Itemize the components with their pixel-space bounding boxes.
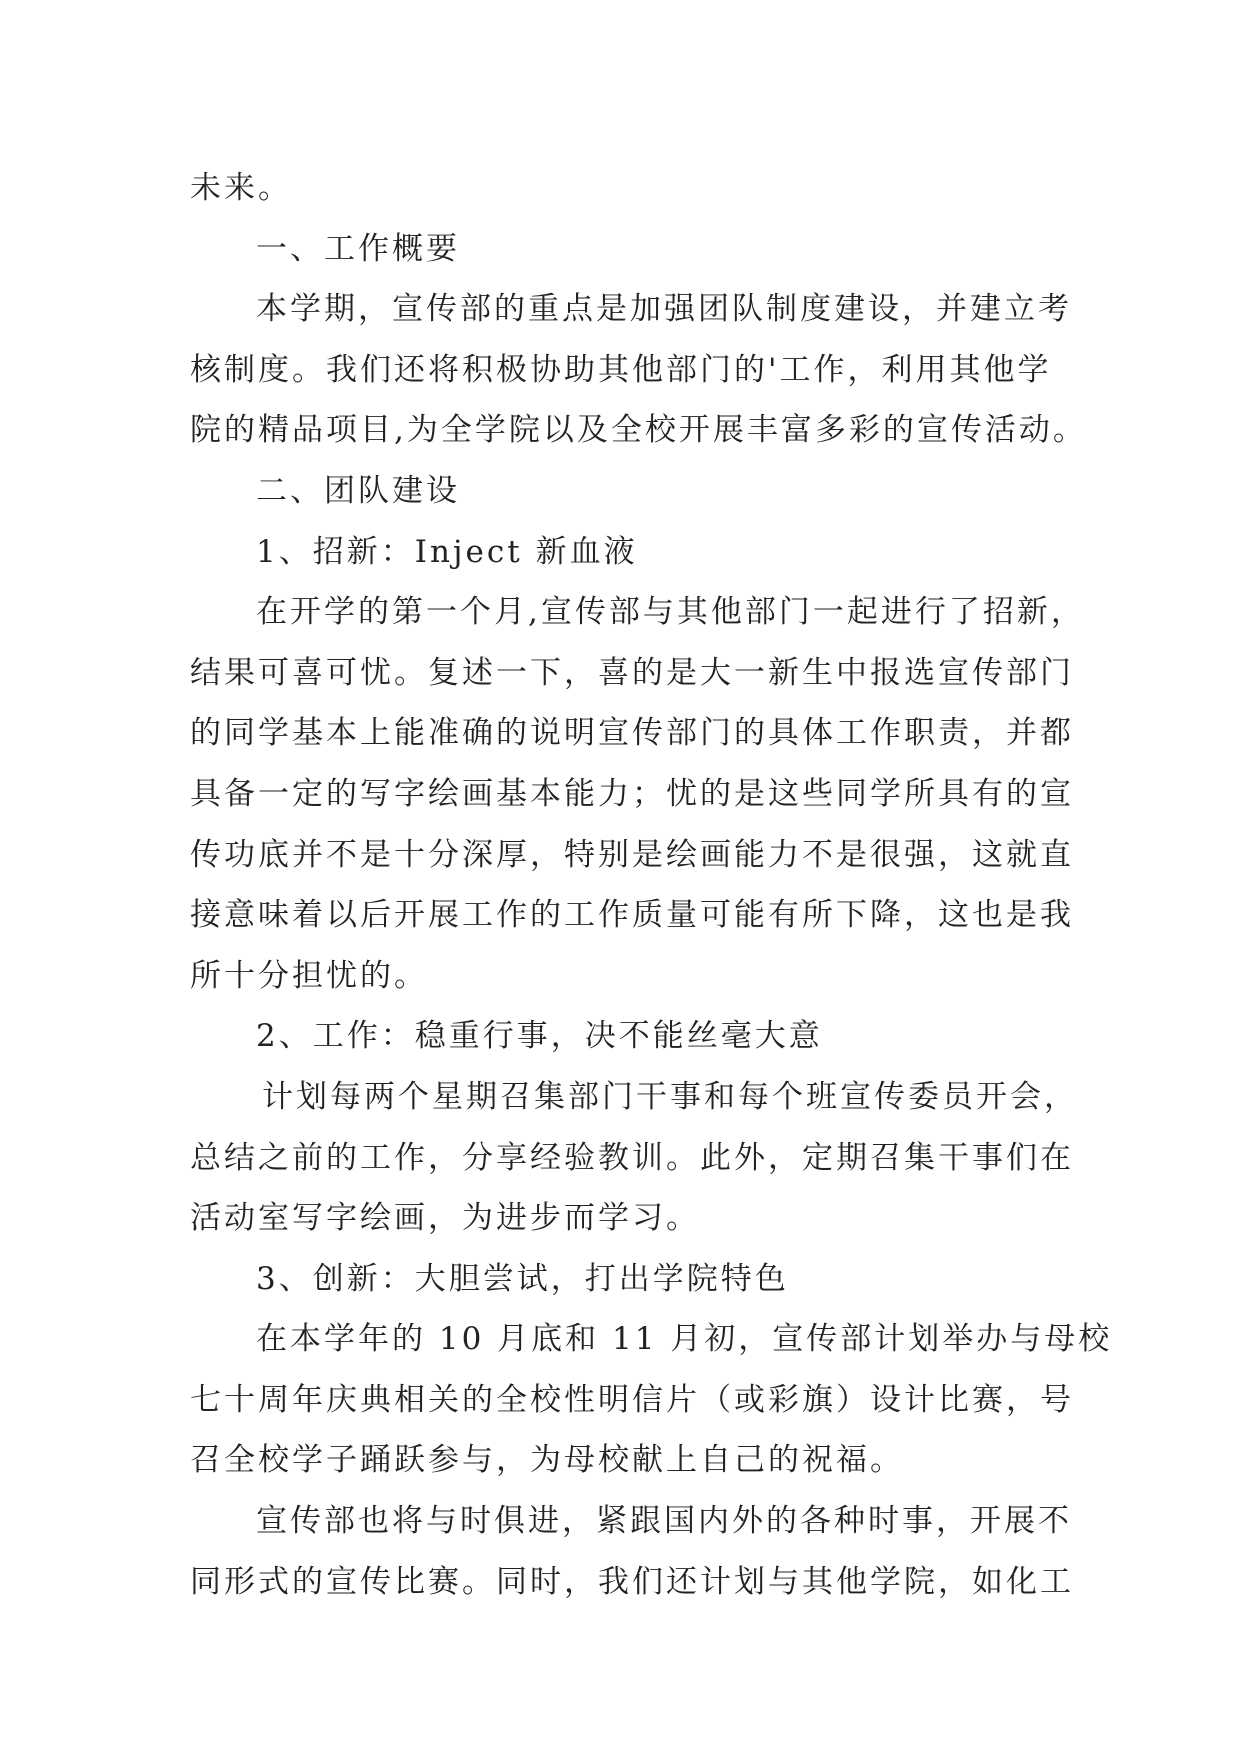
text-line: 七十周年庆典相关的全校性明信片（或彩旗）设计比赛，号 xyxy=(190,1381,1074,1418)
text-line: 在开学的第一个月,宣传部与其他部门一起进行了招新， xyxy=(256,594,1085,631)
text-line: 院的精品项目,为全学院以及全校开展丰富多彩的宣传活动。 xyxy=(190,412,1087,449)
text-line: 召全校学子踊跃参与，为母校献上自己的祝福。 xyxy=(190,1442,904,1479)
subsection-heading: 3、创新：大胆尝试，打出学院特色 xyxy=(256,1260,789,1297)
text-line: 同形式的宣传比赛。同时，我们还计划与其他学院，如化工 xyxy=(190,1563,1074,1600)
text-line: 未来。 xyxy=(190,170,292,206)
text-line: 计划每两个星期召集部门干事和每个班宣传委员开会， xyxy=(262,1078,1078,1115)
text-line: 宣传部也将与时俱进，紧跟国内外的各种时事，开展不 xyxy=(256,1503,1072,1540)
section-heading: 二、团队建设 xyxy=(256,472,460,509)
document-body xyxy=(190,158,1113,1612)
text-line: 本学期，宣传部的重点是加强团队制度建设，并建立考 xyxy=(256,291,1072,328)
subsection-heading: 1、招新：Inject 新血液 xyxy=(256,533,638,570)
text-line: 的同学基本上能准确的说明宣传部门的具体工作职责，并都 xyxy=(190,715,1074,752)
subsection-heading: 2、工作：稳重行事，决不能丝毫大意 xyxy=(256,1018,823,1055)
text-line: 核制度。我们还将积极协助其他部门的'工作，利用其他学 xyxy=(190,351,1052,388)
text-line: 具备一定的写字绘画基本能力；忧的是这些同学所具有的宣 xyxy=(190,775,1074,812)
text-line: 结果可喜可忧。复述一下，喜的是大一新生中报选宣传部门 xyxy=(190,654,1074,691)
text-line: 总结之前的工作，分享经验教训。此外，定期召集干事们在 xyxy=(190,1139,1074,1176)
text-line: 传功底并不是十分深厚，特别是绘画能力不是很强，这就直 xyxy=(190,836,1074,873)
text-line: 所十分担忧的。 xyxy=(190,957,428,994)
text-line: 活动室写字绘画，为进步而学习。 xyxy=(190,1200,700,1237)
text-line: 在本学年的 10 月底和 11 月初，宣传部计划举办与母校 xyxy=(256,1321,1113,1358)
section-heading: 一、工作概要 xyxy=(256,230,460,267)
text-line: 接意味着以后开展工作的工作质量可能有所下降，这也是我 xyxy=(190,897,1074,934)
